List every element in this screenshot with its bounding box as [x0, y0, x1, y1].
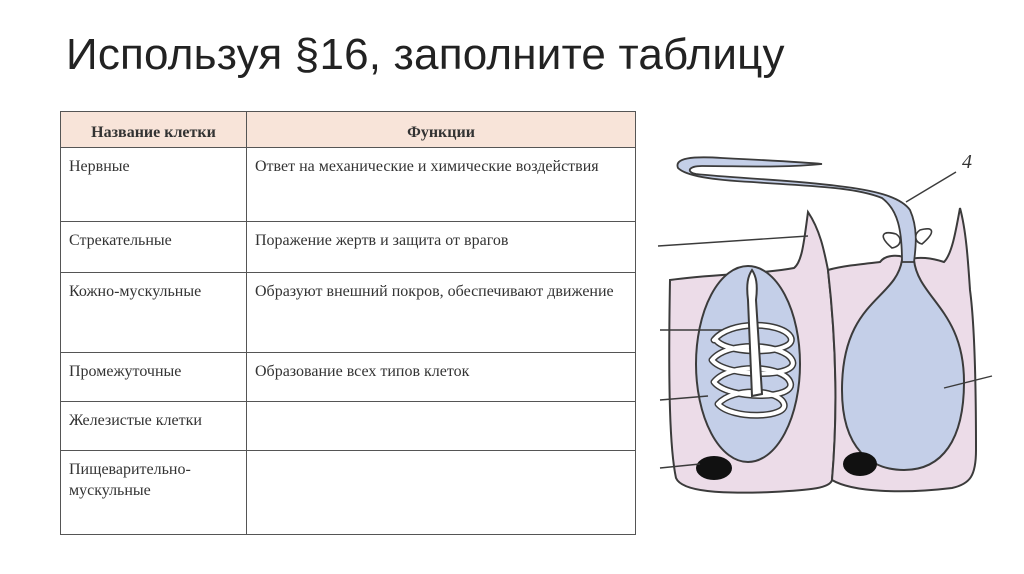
diagram-label-4: 4: [962, 151, 972, 173]
bract-right: [916, 229, 932, 244]
cell-function: Образование всех типов клеток: [247, 353, 636, 402]
header-cell-functions: Функции: [247, 112, 636, 148]
table-row: [61, 148, 636, 222]
cell-name: Промежуточные: [61, 353, 247, 402]
cell-name: Стрекательные: [61, 222, 247, 273]
cell-function: Ответ на механические и химические воздействия: [247, 148, 636, 222]
slide-title: Используя §16, заполните таблицу: [66, 30, 785, 79]
cell-name: Железистые клетки: [61, 402, 247, 451]
stinging-cell-diagram: [652, 150, 1004, 500]
right-nucleus: [843, 452, 877, 476]
table-header-row: [61, 112, 636, 148]
cell-function: Поражение жертв и защита от врагов: [247, 222, 636, 273]
cell-types-table: [60, 111, 636, 535]
cell-function: Образуют внешний покров, обеспечивают движение: [247, 273, 636, 353]
cell-name: Нервные: [61, 148, 247, 222]
left-nucleus: [696, 456, 732, 480]
cell-function: [247, 451, 636, 535]
cnidocil-hair: [677, 157, 915, 262]
cell-name: Пищеварительно-мускульные: [61, 451, 247, 535]
cell-function: [247, 402, 636, 451]
table-row: [61, 353, 636, 402]
header-cell-name: Название клетки: [61, 112, 247, 148]
table-row: [61, 402, 636, 451]
bract-left: [883, 233, 900, 248]
cell-name: Кожно-мускульные: [61, 273, 247, 353]
table-row: [61, 451, 636, 535]
table-row: [61, 273, 636, 353]
table-row: [61, 222, 636, 273]
